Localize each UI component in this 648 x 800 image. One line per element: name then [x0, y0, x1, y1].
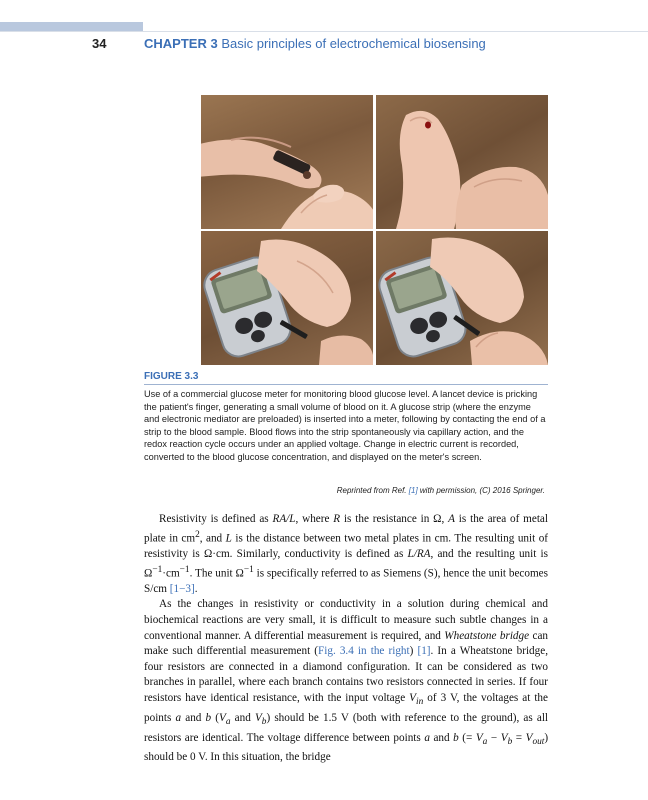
figure-credit — [144, 486, 545, 495]
citation-link[interactable]: [1] — [417, 645, 431, 658]
figure-caption: Use of a commercial glucose meter for monitoring blood glucose level. A lancet device is pricking the patient's finger, generating a small volume of blood on it. A glucose strip (where the enzyme and electronic mediator are preloaded) is inserted into a meter, following by contacting the end of a strip to the blood sample. Blood flows into the strip spontaneously via capillary action, and the redox reaction cycle occurs under an applied voltage. Change in electric current is recorded, converted to the blood glucose concentration, and displayed on the meter's screen. — [144, 389, 546, 462]
credit-ref-link[interactable]: [1] — [408, 486, 418, 495]
photo-blood-drop-finger — [376, 95, 548, 229]
header-accent-bar — [0, 22, 143, 31]
credit-suffix: with permission, (C) 2016 Springer. — [419, 486, 545, 495]
running-header — [144, 36, 486, 51]
figure-photo-grid — [201, 95, 548, 365]
paragraph-wheatstone: As the changes in resistivity or conductivity in a solution during chemical and biochemical reactions are very small, it is difficult to measure such subtle changes in a conventional manner. A differential measurement is required, and Wheatstone bridge can make such differential measurement (Fig. 3.4 in the right) [1]. In a Wheatstone bridge, four resistors are connected in a diamond configuration. It can be considered as two branches in parallel, where each branch contains two resistors connected in series. If four resistors have identical resistance, with the input voltage $V_{in}$ of 3 V, the voltages at the points a and b ($V_a$ and $V_b$) should be 1.5 V (both with reference to the ground), as all resistors are identical. The voltage difference between points a and b (= $V_a - V_b = V_{out}$) should be 0 V. In this situation, the bridge — [144, 598, 549, 764]
chapter-title: Basic principles of electrochemical biosensing — [221, 36, 486, 51]
paragraph-resistivity: Resistivity is defined as RA/L, where R is the resistance in Ω, A is the area of metal plate in $cm^2$, and L is the distance between two metal plates in cm. The resulting unit of resistivity is Ω·cm. Similarly, conductivity is defined as L/RA, and the resulting unit is $\Omega^{-1}\cdot cm^{-1}$. The unit $\Omega^{-1}$ is specifically referred to as Siemens (S), hence the unit becomes S/cm [1−3]. — [144, 513, 549, 595]
figure-ref-link[interactable]: Fig. 3.4 in the right — [318, 645, 410, 658]
photo-lancet-pricking-finger — [201, 95, 373, 229]
photo-meter-strip-insert — [201, 231, 373, 365]
citation-link[interactable]: [1−3] — [169, 582, 195, 595]
body-text — [144, 512, 548, 766]
figure-caption-rule — [144, 384, 548, 385]
chapter-label: CHAPTER 3 — [144, 36, 218, 51]
photo-strip-contact-blood — [376, 231, 548, 365]
header-rule — [0, 31, 648, 32]
credit-prefix: Reprinted from Ref. — [336, 486, 407, 495]
page-number: 34 — [92, 36, 107, 51]
figure-label: FIGURE 3.3 — [144, 371, 199, 382]
